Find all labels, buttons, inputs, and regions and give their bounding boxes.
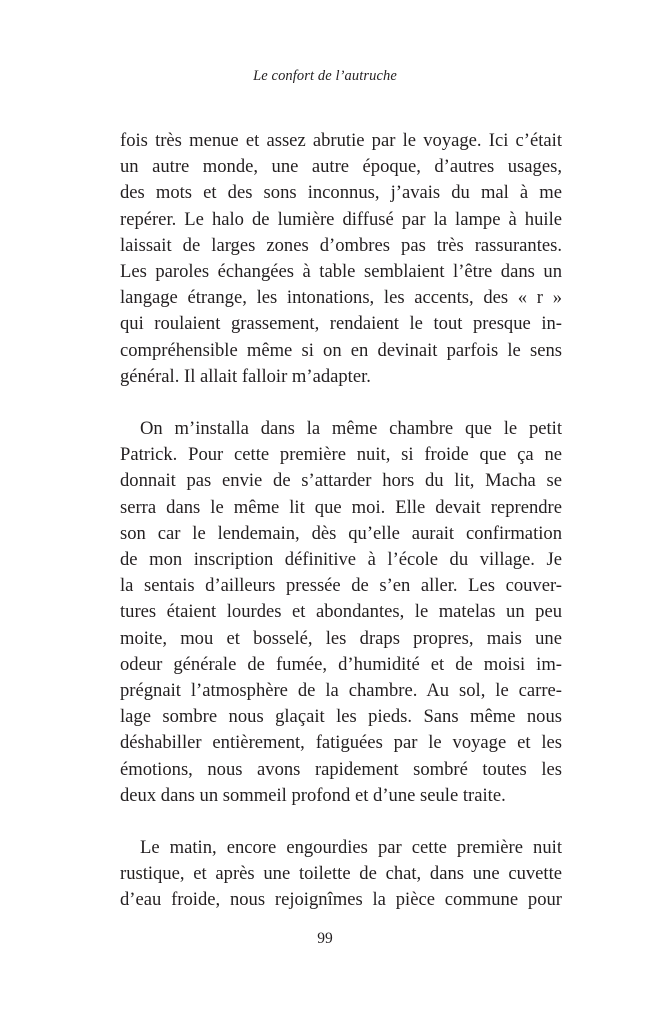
text-line: Patrick. Pour cette première nuit, si froide que ça ne: [120, 444, 562, 466]
text-line: langage étrange, les intonations, les accents, des « r »: [120, 287, 562, 309]
text-line: prégnait l’atmosphère de la chambre. Au sol, le carre-: [120, 679, 562, 701]
text-line: Les paroles échangées à table semblaient l’être dans un: [120, 260, 562, 282]
paragraph-1: [120, 128, 562, 390]
text-line: donnait pas envie de s’attarder hors du lit, Macha se: [120, 470, 562, 492]
text-line: déshabiller entièrement, fatiguées par le voyage et les: [120, 732, 562, 754]
text-line: rustique, et après une toilette de chat, dans une cuvette: [120, 863, 562, 885]
text-line: d’eau froide, nous rejoignîmes la pièce commune pour: [120, 889, 562, 911]
text-line: serra dans le même lit que moi. Elle devait reprendre: [120, 496, 562, 518]
text-line: général. Il allait falloir m’adapter.: [120, 365, 371, 387]
paragraph-3: [120, 835, 562, 914]
text-line: odeur générale de fumée, d’humidité et de moisi im-: [120, 653, 562, 675]
text-line: son car le lendemain, dès qu’elle aurait confirmation: [120, 522, 562, 544]
text-line: lage sombre nous glaçait les pieds. Sans même nous: [120, 706, 562, 728]
text-line: fois très menue et assez abrutie par le voyage. Ici c’était: [120, 130, 562, 151]
text-line: qui roulaient grassement, rendaient le tout presque in-: [120, 313, 562, 335]
text-line: moite, mou et bosselé, les draps propres, mais une: [120, 627, 562, 649]
text-line: émotions, nous avons rapidement sombré toutes les: [120, 758, 562, 780]
text-line: un autre monde, une autre époque, d’autres usages,: [120, 156, 562, 178]
text-line: compréhensible même si on en devinait parfois le sens: [120, 339, 562, 361]
text-line: la sentais d’ailleurs pressée de s’en aller. Les couver-: [120, 575, 562, 597]
page-number: 99: [317, 930, 333, 947]
running-head: Le confort de l’autruche: [253, 68, 397, 84]
text-line: deux dans un sommeil profond et d’une seule traite.: [120, 784, 506, 806]
text-line: repérer. Le halo de lumière diffusé par la lampe à huile: [120, 208, 562, 230]
text-line: Le matin, encore engourdies par cette première nuit: [140, 837, 562, 859]
text-line: On m’installa dans la même chambre que le petit: [140, 418, 562, 440]
text-line: laissait de larges zones d’ombres pas très rassurantes.: [120, 234, 562, 256]
text-line: des mots et des sons inconnus, j’avais du mal à me: [120, 182, 562, 204]
text-line: de mon inscription définitive à l’école du village. Je: [120, 549, 562, 570]
paragraph-2: [120, 416, 562, 809]
text-line: tures étaient lourdes et abondantes, le matelas un peu: [120, 601, 562, 623]
body-text: [120, 128, 562, 914]
